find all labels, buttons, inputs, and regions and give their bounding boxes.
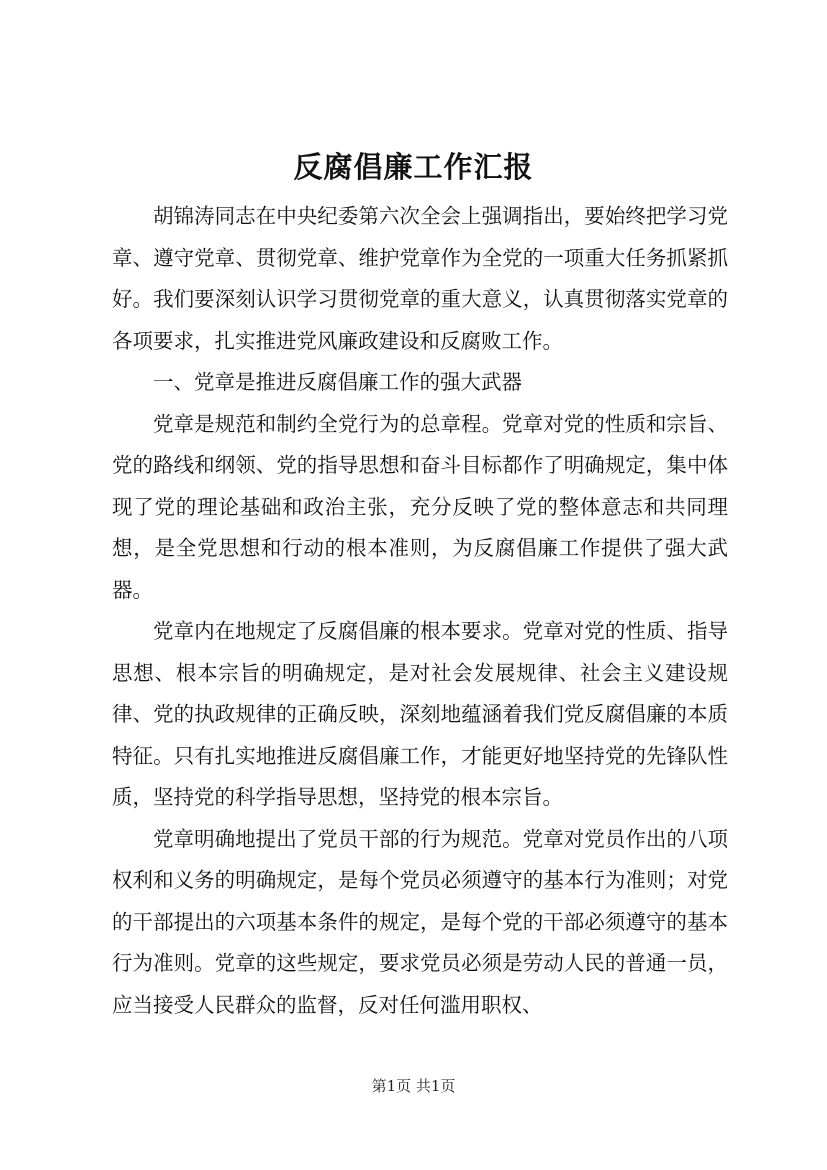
page-number-footer: 第1页 共1页 (371, 1077, 456, 1095)
document-title: 反腐倡廉工作汇报 (293, 150, 534, 184)
paragraph: 党章是规范和制约全党行为的总章程。党章对党的性质和宗旨、党的路线和纲领、党的指导思想和奋斗目标都作了明确规定，集中体现了党的理论基础和政治主张，充分反映了党的整体意志和共同理想，是全党思想和行动的根本准则，为反腐倡廉工作提供了强大武器。 (112, 411, 728, 602)
paragraph: 党章明确地提出了党员干部的行为规范。党章对党员作出的八项权利和义务的明确规定，是每个党员必须遵守的基本行为准则；对党的干部提出的六项基本条件的规定，是每个党的干部必须遵守的基本行为准则。党章的这些规定，要求党员必须是劳动人民的普通一员，应当接受人民群众的监督，反对任何滥用职权、 (112, 826, 728, 1017)
section-heading: 一、党章是推进反腐倡廉工作的强大武器 (153, 370, 522, 394)
document-body (112, 196, 728, 1026)
paragraph: 党章内在地规定了反腐倡廉的根本要求。党章对党的性质、指导思想、根本宗旨的明确规定，是对社会发展规律、社会主义建设规律、党的执政规律的正确反映，深刻地蕴涵着我们党反腐倡廉的本质特征。只有扎实地推进反腐倡廉工作，才能更好地坚持党的先锋队性质，坚持党的科学指导思想，坚持党的根本宗旨。 (112, 619, 728, 809)
paragraph: 胡锦涛同志在中央纪委第六次全会上强调指出，要始终把学习党章、遵守党章、贯彻党章、维护党章作为全党的一项重大任务抓紧抓好。我们要深刻认识学习贯彻党章的重大意义，认真贯彻落实党章的各项要求，扎实推进党风廉政建设和反腐败工作。 (112, 204, 728, 353)
